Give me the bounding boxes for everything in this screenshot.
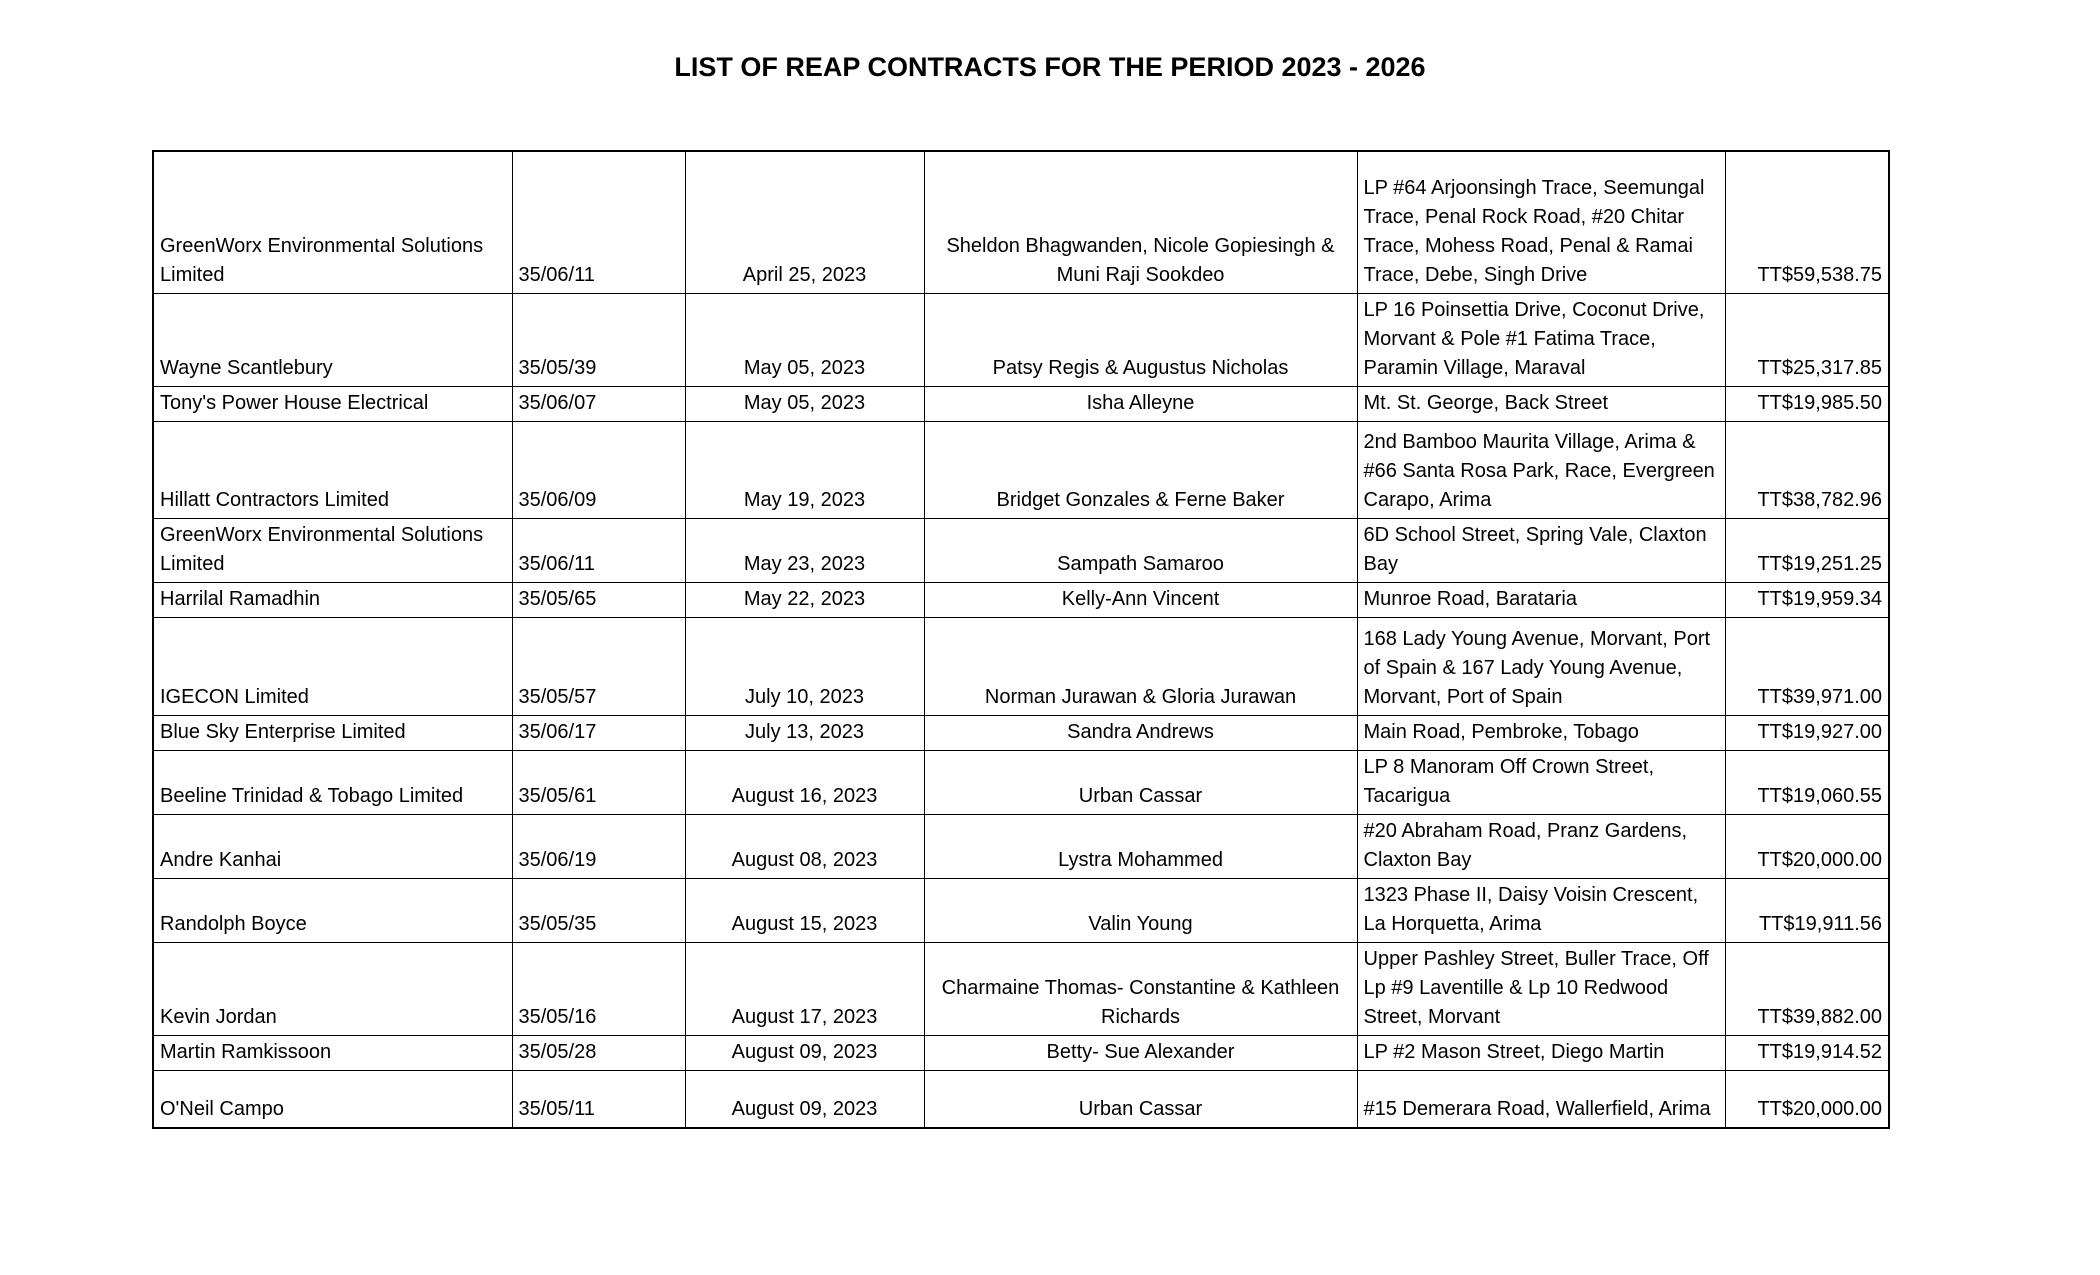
- contractor-name-cell: Randolph Boyce: [153, 878, 512, 942]
- amount-cell: TT$38,782.96: [1725, 421, 1889, 518]
- contract-date-cell: August 09, 2023: [685, 1035, 924, 1070]
- contract-number-cell: 35/05/11: [512, 1070, 685, 1128]
- recipients-cell: Valin Young: [924, 878, 1357, 942]
- table-row: [153, 386, 1889, 421]
- contractor-name-cell: Beeline Trinidad & Tobago Limited: [153, 750, 512, 814]
- contract-date-cell: May 19, 2023: [685, 421, 924, 518]
- table-row: [153, 715, 1889, 750]
- amount-cell: TT$25,317.85: [1725, 293, 1889, 386]
- contract-date-cell: May 05, 2023: [685, 386, 924, 421]
- contract-date-cell: August 15, 2023: [685, 878, 924, 942]
- recipients-cell: Sampath Samaroo: [924, 518, 1357, 582]
- amount-cell: TT$39,971.00: [1725, 617, 1889, 715]
- contract-number-cell: 35/06/11: [512, 518, 685, 582]
- contractor-name-cell: GreenWorx Environmental Solutions Limited: [153, 518, 512, 582]
- contract-number-cell: 35/06/09: [512, 421, 685, 518]
- contract-date-cell: August 16, 2023: [685, 750, 924, 814]
- amount-cell: TT$20,000.00: [1725, 1070, 1889, 1128]
- amount-cell: TT$39,882.00: [1725, 942, 1889, 1035]
- table-row: [153, 151, 1889, 293]
- table-row: [153, 750, 1889, 814]
- contractor-name-cell: IGECON Limited: [153, 617, 512, 715]
- recipients-cell: Patsy Regis & Augustus Nicholas: [924, 293, 1357, 386]
- address-cell: LP 16 Poinsettia Drive, Coconut Drive, Morvant & Pole #1 Fatima Trace, Paramin Village, Maraval: [1357, 293, 1725, 386]
- contract-number-cell: 35/05/35: [512, 878, 685, 942]
- table-row: [153, 814, 1889, 878]
- address-cell: 6D School Street, Spring Vale, Claxton Bay: [1357, 518, 1725, 582]
- address-cell: #20 Abraham Road, Pranz Gardens, Claxton Bay: [1357, 814, 1725, 878]
- recipients-cell: Bridget Gonzales & Ferne Baker: [924, 421, 1357, 518]
- contract-number-cell: 35/06/11: [512, 151, 685, 293]
- recipients-cell: Urban Cassar: [924, 750, 1357, 814]
- address-cell: LP 8 Manoram Off Crown Street, Tacarigua: [1357, 750, 1725, 814]
- contract-date-cell: July 13, 2023: [685, 715, 924, 750]
- table-row: [153, 1035, 1889, 1070]
- contractor-name-cell: Harrilal Ramadhin: [153, 582, 512, 617]
- table-row: [153, 878, 1889, 942]
- contractor-name-cell: Kevin Jordan: [153, 942, 512, 1035]
- contractor-name-cell: Hillatt Contractors Limited: [153, 421, 512, 518]
- address-cell: Munroe Road, Barataria: [1357, 582, 1725, 617]
- address-cell: Mt. St. George, Back Street: [1357, 386, 1725, 421]
- recipients-cell: Isha Alleyne: [924, 386, 1357, 421]
- amount-cell: TT$19,927.00: [1725, 715, 1889, 750]
- amount-cell: TT$19,060.55: [1725, 750, 1889, 814]
- contract-date-cell: May 22, 2023: [685, 582, 924, 617]
- address-cell: LP #2 Mason Street, Diego Martin: [1357, 1035, 1725, 1070]
- table-row: [153, 293, 1889, 386]
- recipients-cell: Betty- Sue Alexander: [924, 1035, 1357, 1070]
- recipients-cell: Norman Jurawan & Gloria Jurawan: [924, 617, 1357, 715]
- amount-cell: TT$59,538.75: [1725, 151, 1889, 293]
- recipients-cell: Sheldon Bhagwanden, Nicole Gopiesingh & Muni Raji Sookdeo: [924, 151, 1357, 293]
- table-row: [153, 1070, 1889, 1128]
- contracts-table: [152, 150, 1890, 1129]
- contract-number-cell: 35/06/07: [512, 386, 685, 421]
- contract-date-cell: August 09, 2023: [685, 1070, 924, 1128]
- page-title: LIST OF REAP CONTRACTS FOR THE PERIOD 2023 - 2026: [674, 52, 1426, 82]
- contractor-name-cell: Wayne Scantlebury: [153, 293, 512, 386]
- address-cell: Main Road, Pembroke, Tobago: [1357, 715, 1725, 750]
- contract-date-cell: May 23, 2023: [685, 518, 924, 582]
- table-row: [153, 421, 1889, 518]
- address-cell: 168 Lady Young Avenue, Morvant, Port of Spain & 167 Lady Young Avenue, Morvant, Port of Spain: [1357, 617, 1725, 715]
- contract-date-cell: August 08, 2023: [685, 814, 924, 878]
- amount-cell: TT$19,959.34: [1725, 582, 1889, 617]
- recipients-cell: Charmaine Thomas- Constantine & Kathleen Richards: [924, 942, 1357, 1035]
- recipients-cell: Urban Cassar: [924, 1070, 1357, 1128]
- contract-date-cell: April 25, 2023: [685, 151, 924, 293]
- contractor-name-cell: GreenWorx Environmental Solutions Limited: [153, 151, 512, 293]
- recipients-cell: Kelly-Ann Vincent: [924, 582, 1357, 617]
- contract-number-cell: 35/05/39: [512, 293, 685, 386]
- table-row: [153, 942, 1889, 1035]
- contract-date-cell: July 10, 2023: [685, 617, 924, 715]
- address-cell: #15 Demerara Road, Wallerfield, Arima: [1357, 1070, 1725, 1128]
- address-cell: Upper Pashley Street, Buller Trace, Off Lp #9 Laventille & Lp 10 Redwood Street, Morvant: [1357, 942, 1725, 1035]
- amount-cell: TT$19,251.25: [1725, 518, 1889, 582]
- address-cell: LP #64 Arjoonsingh Trace, Seemungal Trace, Penal Rock Road, #20 Chitar Trace, Mohess Road, Penal & Ramai Trace, Debe, Singh Drive: [1357, 151, 1725, 293]
- table-row: [153, 582, 1889, 617]
- recipients-cell: Sandra Andrews: [924, 715, 1357, 750]
- contract-date-cell: May 05, 2023: [685, 293, 924, 386]
- amount-cell: TT$19,985.50: [1725, 386, 1889, 421]
- contract-number-cell: 35/05/16: [512, 942, 685, 1035]
- contractor-name-cell: Andre Kanhai: [153, 814, 512, 878]
- recipients-cell: Lystra Mohammed: [924, 814, 1357, 878]
- address-cell: 1323 Phase II, Daisy Voisin Crescent, La Horquetta, Arima: [1357, 878, 1725, 942]
- amount-cell: TT$19,914.52: [1725, 1035, 1889, 1070]
- contractor-name-cell: Martin Ramkissoon: [153, 1035, 512, 1070]
- table-row: [153, 518, 1889, 582]
- contract-number-cell: 35/06/17: [512, 715, 685, 750]
- contract-number-cell: 35/06/19: [512, 814, 685, 878]
- address-cell: 2nd Bamboo Maurita Village, Arima & #66 Santa Rosa Park, Race, Evergreen Carapo, Arima: [1357, 421, 1725, 518]
- contracts-table-body: [153, 151, 1889, 1128]
- table-row: [153, 617, 1889, 715]
- amount-cell: TT$19,911.56: [1725, 878, 1889, 942]
- contractor-name-cell: Tony's Power House Electrical: [153, 386, 512, 421]
- contract-date-cell: August 17, 2023: [685, 942, 924, 1035]
- contract-number-cell: 35/05/57: [512, 617, 685, 715]
- contract-number-cell: 35/05/28: [512, 1035, 685, 1070]
- contract-number-cell: 35/05/65: [512, 582, 685, 617]
- amount-cell: TT$20,000.00: [1725, 814, 1889, 878]
- contractor-name-cell: O'Neil Campo: [153, 1070, 512, 1128]
- contract-number-cell: 35/05/61: [512, 750, 685, 814]
- contractor-name-cell: Blue Sky Enterprise Limited: [153, 715, 512, 750]
